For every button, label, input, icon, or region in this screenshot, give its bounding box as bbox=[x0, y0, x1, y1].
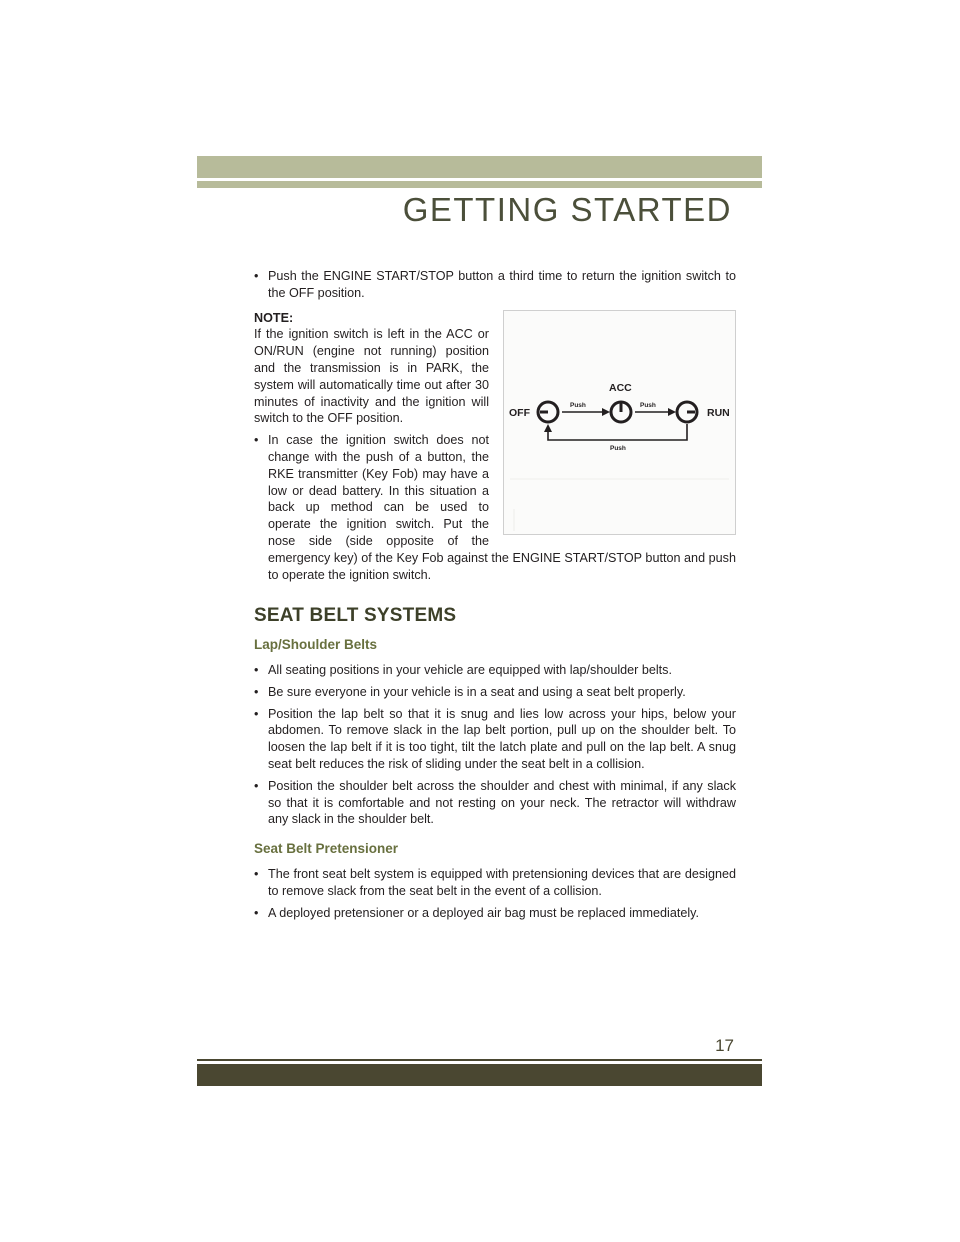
note-block bbox=[254, 310, 736, 589]
list-item: • The front seat belt system is equipped with pretensioning devices that are designed to remove slack from the seat belt in the event of a collision. bbox=[254, 866, 736, 900]
list-item: • All seating positions in your vehicle are equipped with lap/shoulder belts. bbox=[254, 662, 736, 679]
footer-line bbox=[197, 1059, 762, 1061]
pretensioner-heading: Seat Belt Pretensioner bbox=[254, 841, 399, 857]
list-item: • A deployed pretensioner or a deployed air bag must be replaced immediately. bbox=[254, 905, 736, 922]
push-label-2: Push bbox=[640, 401, 656, 409]
footer-bar bbox=[197, 1064, 762, 1086]
list-item: • Position the lap belt so that it is snug and lies low across your hips, below your abdomen. To remove slack in the lap belt portion, pull up on the shoulder belt. To loosen the lap belt if it is too tight, tilt the latch plate and pull on the lap belt. A snug seat belt reduces the risk of sliding under the seat belt in a collision. bbox=[254, 706, 736, 773]
acc-label: ACC bbox=[609, 381, 632, 394]
page-content bbox=[254, 268, 736, 926]
section-title: GETTING STARTED bbox=[402, 191, 732, 228]
note-label: NOTE: bbox=[254, 310, 294, 325]
push-label-3: Push bbox=[610, 444, 626, 452]
intro-bullet: • Push the ENGINE START/STOP button a third time to return the ignition switch to the OFF position. bbox=[254, 268, 736, 302]
seat-belt-heading: SEAT BELT SYSTEMS bbox=[254, 605, 457, 627]
key-fob-bullet: • In case the ignition switch does not change with the push of a button, the RKE transmitter (Key Fob) may have a low or dead battery. In this situation a back up method can be used to operate the ignition switch. Put the nose side (side opposite of the emergency key) of the Key Fob against the ENGINE START/STOP button and push to operate the ignition switch. bbox=[254, 432, 736, 583]
push-label-1: Push bbox=[570, 401, 586, 409]
header-bar bbox=[197, 156, 762, 178]
lap-shoulder-heading: Lap/Shoulder Belts bbox=[254, 637, 378, 653]
header-bar-lower bbox=[197, 178, 762, 188]
list-item: • Position the shoulder belt across the shoulder and chest with minimal, if any slack so that it is comfortable and not resting on your neck. The retractor will withdraw any slack in the shoulder belt. bbox=[254, 778, 736, 828]
list-item: • Be sure everyone in your vehicle is in a seat and using a seat belt properly. bbox=[254, 684, 736, 701]
note-text: If the ignition switch is left in the ACC or ON/RUN (engine not running) position and the transmission is in PARK, the system will automatically time out after 30 minutes of inactivity and the ignition will switch to the OFF position. bbox=[254, 327, 489, 426]
page-number: 17 bbox=[715, 1036, 734, 1055]
run-label: RUN bbox=[707, 406, 730, 419]
off-label: OFF bbox=[509, 406, 530, 419]
